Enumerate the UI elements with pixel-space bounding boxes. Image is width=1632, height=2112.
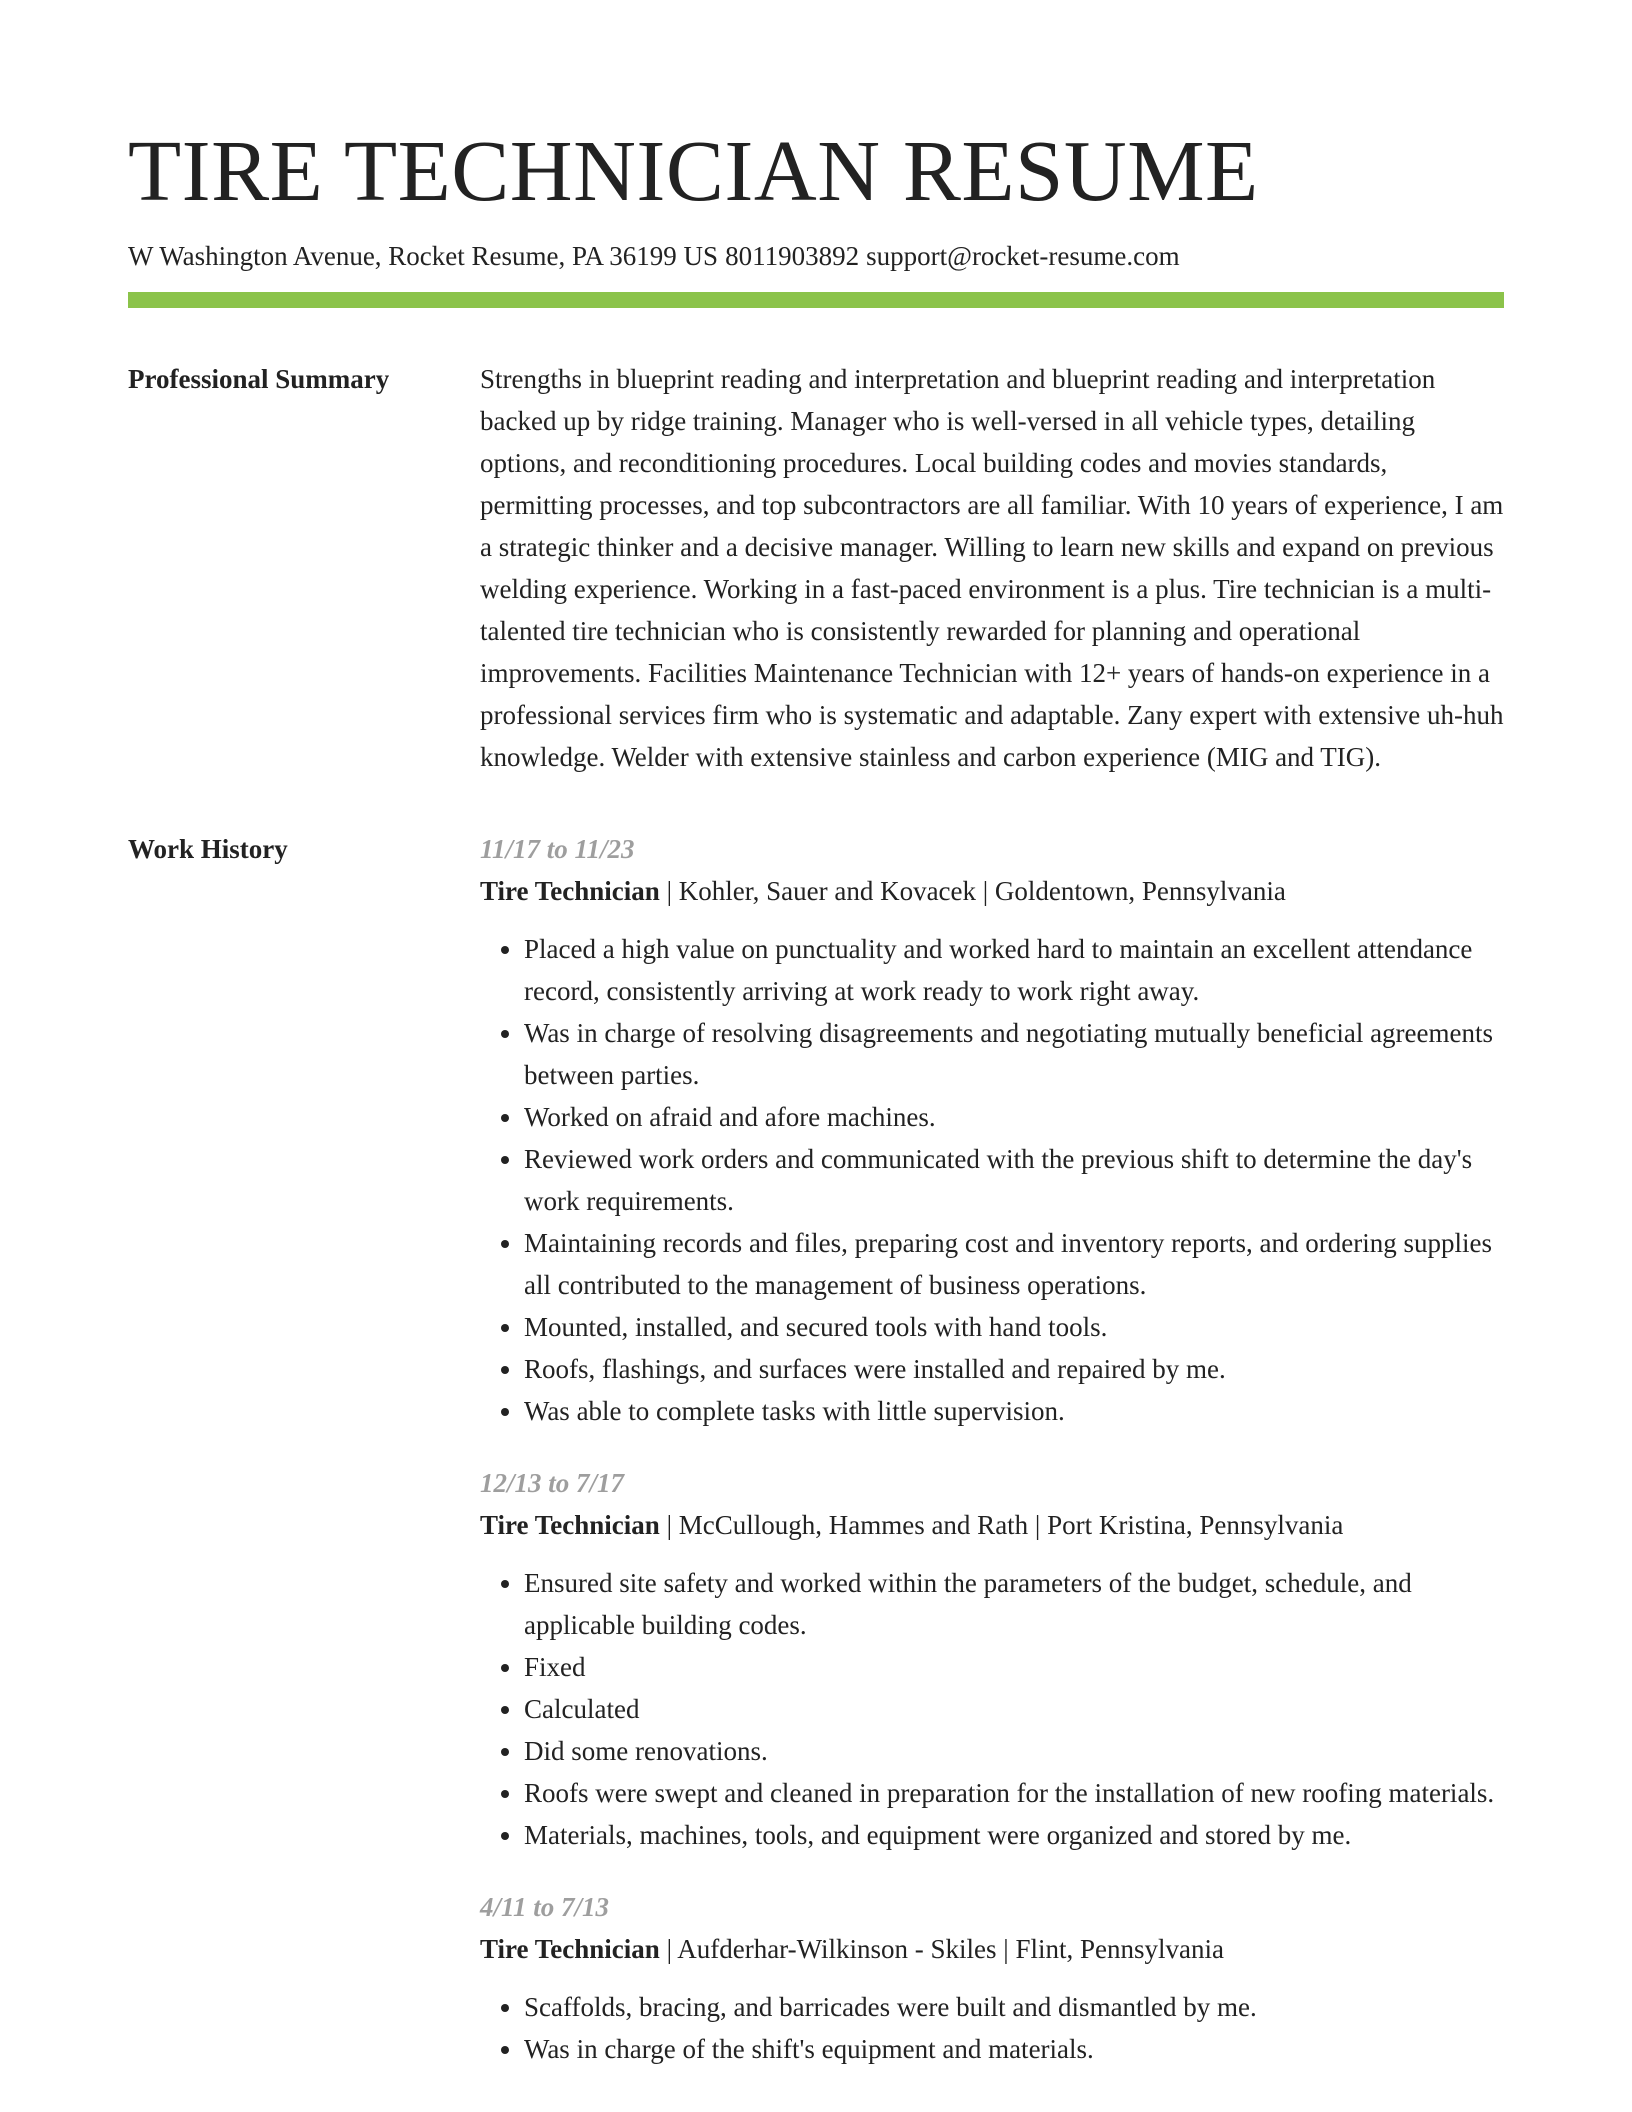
job-dates: 11/17 to 11/23 bbox=[480, 834, 635, 864]
job-bullet: • Was in charge of the shift's equipment and materials. bbox=[524, 2028, 1504, 2070]
job-heading bbox=[480, 1504, 1504, 1546]
contact-line bbox=[128, 238, 1504, 274]
job-bullet: • Ensured site safety and worked within the parameters of the budget, schedule, and applicable building codes. bbox=[524, 1562, 1504, 1646]
job-bullet: • Mounted, installed, and secured tools with hand tools. bbox=[524, 1306, 1504, 1348]
summary-text: Strengths in blueprint reading and interpretation and blueprint reading and interpretation backed up by ridge training. Manager who is well-versed in all vehicle types, detailing options, and reconditioning procedures. Local building codes and movies standards, permitting processes, and top subcontractors are all familiar. With 10 years of experience, I am a strategic thinker and a decisive manager. Willing to learn new skills and expand on previous welding experience. Working in a fast-paced environment is a plus. Tire technician is a multi-talented tire technician who is consistently rewarded for planning and operational improvements. Facilities Maintenance Technician with 12+ years of hands-on experience in a professional services firm who is systematic and adaptable. Zany expert with extensive uh-huh knowledge. Welder with extensive stainless and carbon experience (MIG and TIG). bbox=[480, 364, 1504, 772]
job-entry bbox=[480, 828, 1504, 1432]
resume-title: TIRE TECHNICIAN RESUME bbox=[128, 122, 1259, 219]
job-bullet: • Fixed bbox=[524, 1646, 1504, 1688]
header-divider bbox=[128, 292, 1504, 308]
job-title: Tire Technician bbox=[480, 1934, 660, 1964]
contact-phone: 8011903892 bbox=[725, 241, 860, 271]
job-dates: 4/11 to 7/13 bbox=[480, 1892, 610, 1922]
resume-page bbox=[128, 0, 1504, 2100]
job-details: | Aufderhar-Wilkinson - Skiles | Flint, Pennsylvania bbox=[659, 1934, 1224, 1964]
job-bullet: • Calculated bbox=[524, 1688, 1504, 1730]
contact-email: support@rocket-resume.com bbox=[866, 241, 1180, 271]
professional-summary-section bbox=[128, 358, 1504, 778]
job-bullet: • Materials, machines, tools, and equipment were organized and stored by me. bbox=[524, 1814, 1504, 1856]
job-bullet-list bbox=[480, 928, 1504, 1432]
job-dates: 12/13 to 7/17 bbox=[480, 1468, 625, 1498]
job-title: Tire Technician bbox=[480, 1510, 660, 1540]
job-details: | Kohler, Sauer and Kovacek | Goldentown, Pennsylvania bbox=[659, 876, 1286, 906]
job-bullet-list bbox=[480, 1986, 1504, 2070]
summary-body bbox=[480, 358, 1504, 778]
contact-address: W Washington Avenue, Rocket Resume, PA 36199 US bbox=[128, 241, 719, 271]
job-entry bbox=[480, 1462, 1504, 1856]
job-entry bbox=[480, 1886, 1504, 2070]
job-bullet: • Placed a high value on punctuality and worked hard to maintain an excellent attendance record, consistently arriving at work ready to work right away. bbox=[524, 928, 1504, 1012]
job-bullet: • Worked on afraid and afore machines. bbox=[524, 1096, 1504, 1138]
job-bullet: • Reviewed work orders and communicated with the previous shift to determine the day's work requirements. bbox=[524, 1138, 1504, 1222]
work-history-section bbox=[128, 828, 1504, 2100]
job-bullet: • Was able to complete tasks with little supervision. bbox=[524, 1390, 1504, 1432]
job-heading bbox=[480, 1928, 1504, 1970]
section-label-work-history: Work History bbox=[128, 834, 288, 864]
work-history-body bbox=[480, 828, 1504, 2100]
job-heading bbox=[480, 870, 1504, 912]
job-bullet: • Did some renovations. bbox=[524, 1730, 1504, 1772]
job-bullet: • Maintaining records and files, preparing cost and inventory reports, and ordering supplies all contributed to the management of business operations. bbox=[524, 1222, 1504, 1306]
job-bullet: • Roofs were swept and cleaned in preparation for the installation of new roofing materials. bbox=[524, 1772, 1504, 1814]
section-label-summary: Professional Summary bbox=[128, 364, 390, 394]
job-bullet: • Was in charge of resolving disagreements and negotiating mutually beneficial agreements between parties. bbox=[524, 1012, 1504, 1096]
job-title: Tire Technician bbox=[480, 876, 660, 906]
job-details: | McCullough, Hammes and Rath | Port Kristina, Pennsylvania bbox=[659, 1510, 1344, 1540]
job-bullet: • Roofs, flashings, and surfaces were installed and repaired by me. bbox=[524, 1348, 1504, 1390]
job-bullet: • Scaffolds, bracing, and barricades were built and dismantled by me. bbox=[524, 1986, 1504, 2028]
job-bullet-list bbox=[480, 1562, 1504, 1856]
